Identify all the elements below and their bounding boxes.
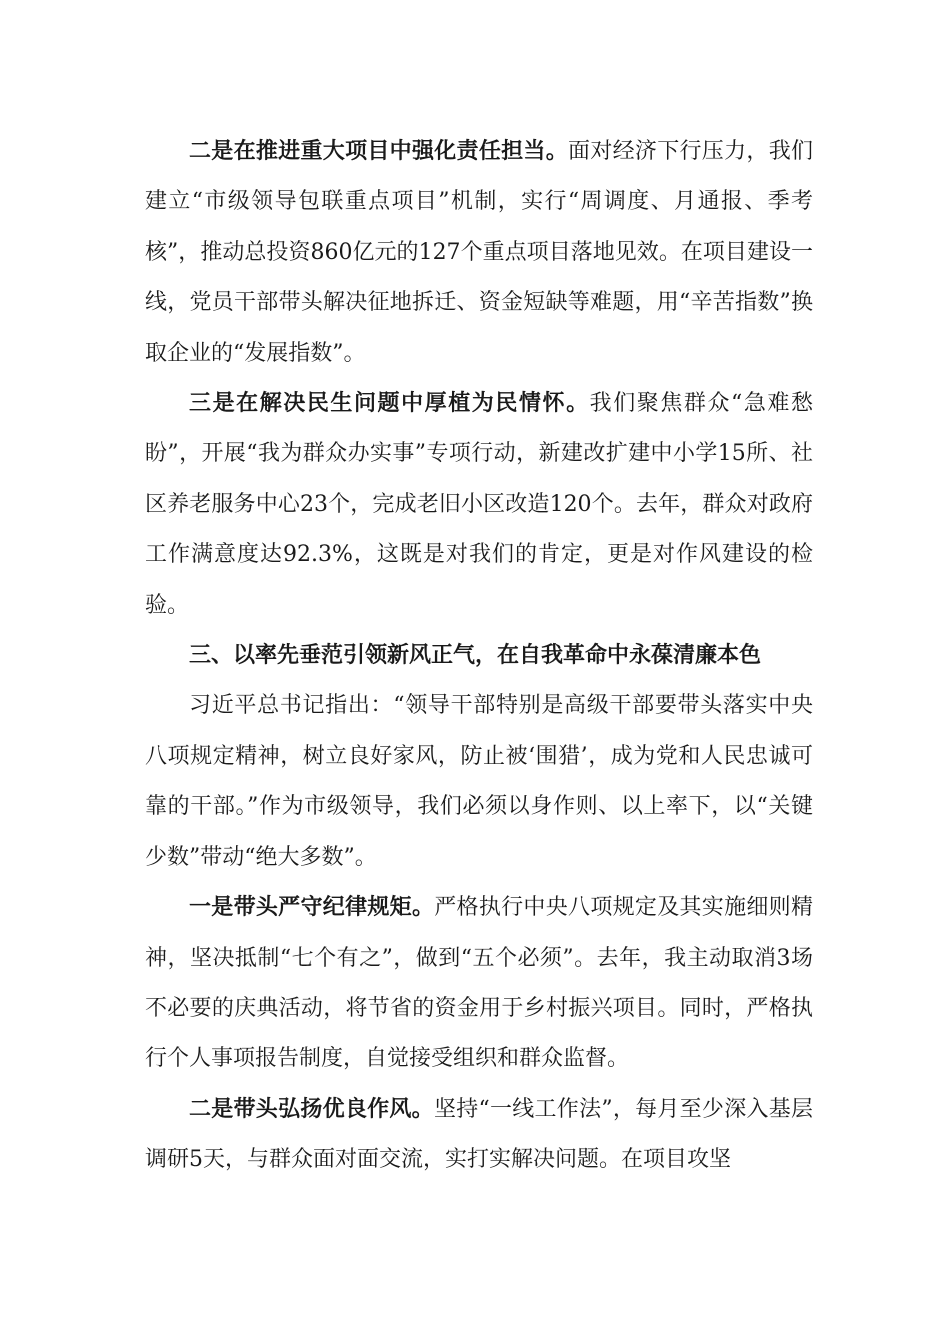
paragraph-lead: 三是在解决民生问题中厚植为民情怀。 [189, 391, 590, 417]
section-heading-text: 三、以率先垂范引领新风正气，在自我革命中永葆清廉本色 [189, 643, 762, 669]
paragraph-text: 我们聚焦群众“急难愁盼”，开展“我为群众办实事”专项行动，新建改扩建中小学15所、社区养老服务中心23个，完成老旧小区改造120个。去年，群众对政府工作满意度达92.3%，这既是对我们的肯定，更是对作风建设的检验。 [145, 391, 813, 618]
paragraph-livelihood [145, 379, 813, 631]
paragraph-text: 习近平总书记指出：“领导干部特别是高级干部要带头落实中央八项规定精神，树立良好家风，防止被‘围猎’，成为党和人民忠诚可靠的干部。”作为市级领导，我们必须以身作则、以上率下，以“关键少数”带动“绝大多数”。 [145, 693, 813, 870]
paragraph-discipline [145, 883, 813, 1085]
section-heading [145, 631, 813, 681]
paragraph-text: 坚持“一线工作法”，每月至少深入基层调研5天，与群众面对面交流，实打实解决问题。在项目攻坚 [145, 1096, 813, 1173]
paragraph-work-style [145, 1085, 813, 1186]
paragraph-lead: 一是带头严守纪律规矩。 [189, 895, 435, 921]
paragraph-text: 严格执行中央八项规定及其实施细则精神，坚决抵制“七个有之”，做到“五个必须”。去年，我主动取消3场不必要的庆典活动，将节省的资金用于乡村振兴项目。同时，严格执行个人事项报告制度，自觉接受组织和群众监督。 [145, 895, 813, 1072]
paragraph-lead: 二是在推进重大项目中强化责任担当。 [189, 139, 569, 164]
document-body [145, 127, 813, 1186]
paragraph-text: 面对经济下行压力，我们建立“市级领导包联重点项目”机制，实行“周调度、月通报、季考核”，推动总投资860亿元的127个重点项目落地见效。在项目建设一线，党员干部带头解决征地拆迁、资金短缺等难题，用“辛苦指数”换取企业的“发展指数”。 [145, 139, 813, 366]
paragraph-major-projects [145, 127, 813, 379]
paragraph-quote [145, 681, 813, 883]
paragraph-lead: 二是带头弘扬优良作风。 [189, 1096, 434, 1122]
